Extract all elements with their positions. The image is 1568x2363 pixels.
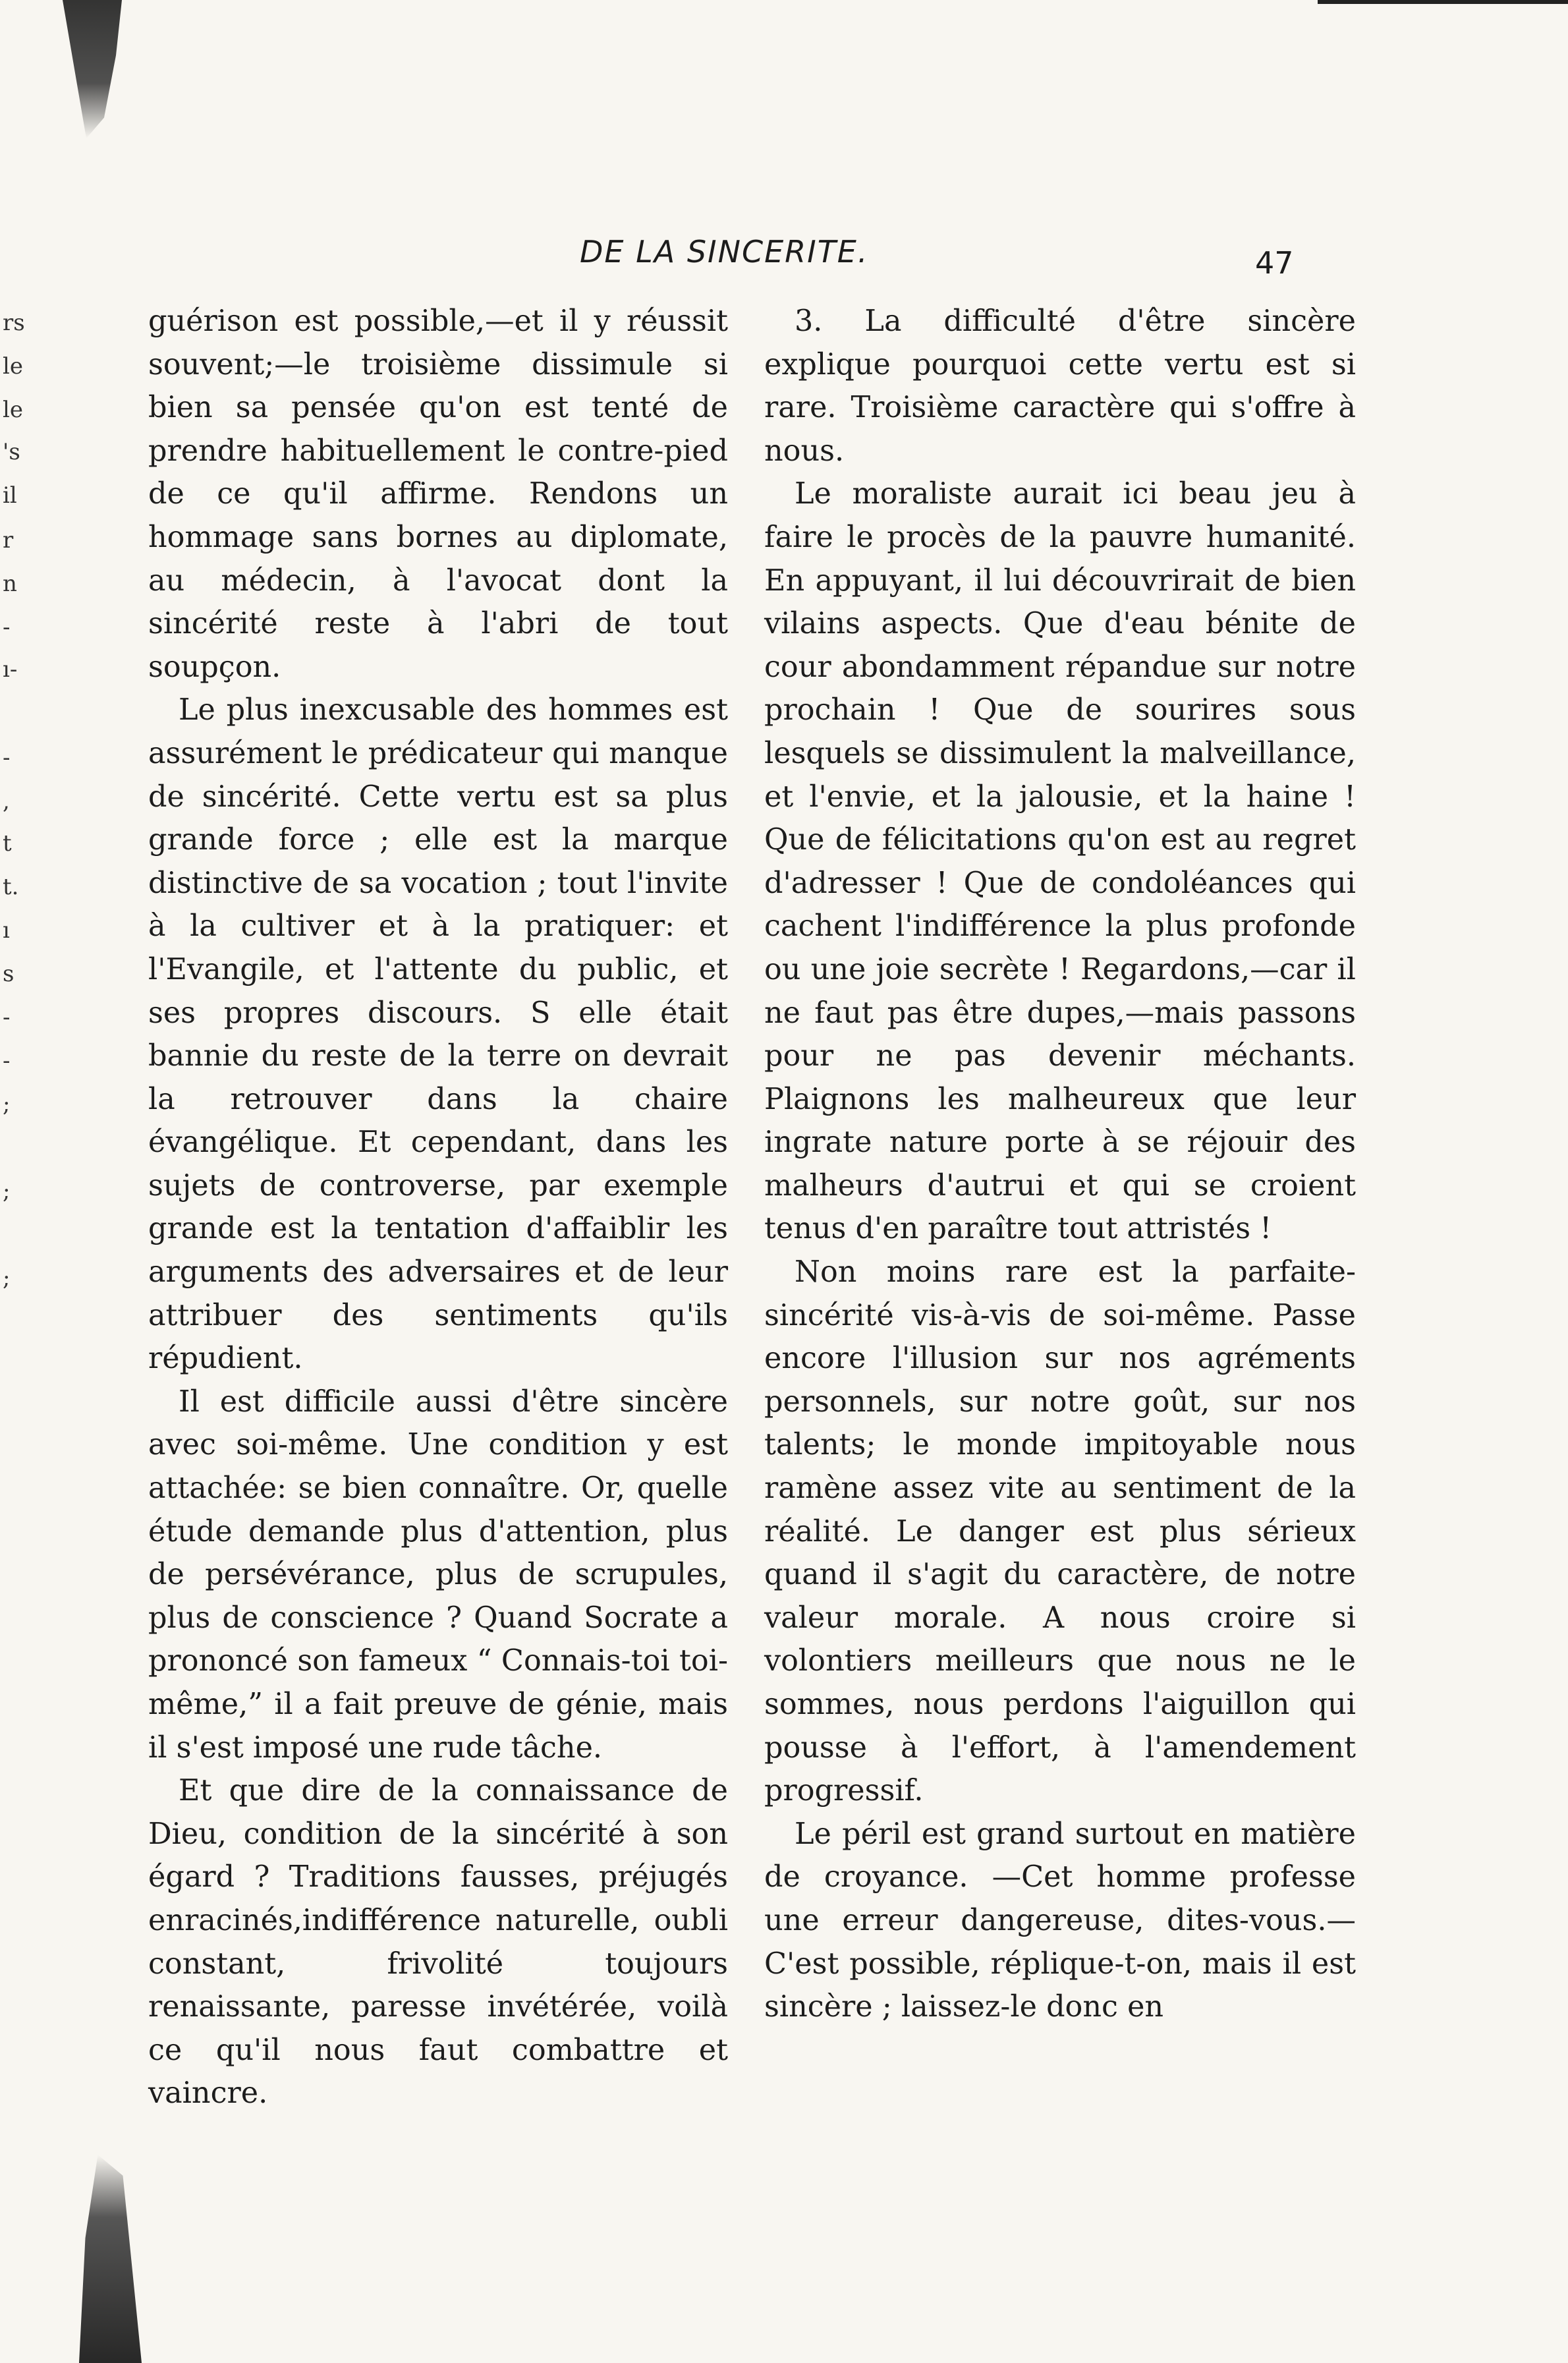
scan-artifact-bottom — [79, 2155, 142, 2363]
right-column — [764, 300, 1356, 2029]
margin-fragment: s — [3, 961, 14, 987]
margin-fragment: - — [3, 745, 11, 771]
margin-fragment: ; — [3, 1091, 11, 1118]
margin-fragment: ı- — [3, 656, 18, 683]
running-title: DE LA SINCERITE. — [580, 234, 869, 270]
paragraph: Le moraliste aurait ici beau jeu à faire le procès de la pauvre humanité. En appuyant, il lui découvrirait de bien vilains aspects. Que d'eau bénite de cour abondamment répandue sur notre prochain ! Que de sourires sous lesquels se dissimulent la malveillance, et l'envie, et la jalousie, et la haine ! Que de félicitations qu'on est au regret d'adresser ! Que de condoléances qui cachent l'indifférence la plus profonde ou une joie secrète ! Regardons,—car il ne faut pas être dupes,—mais passons pour ne pas devenir méchants. Plaignons les malheureux que leur ingrate nature porte à se réjouir des malheurs d'autrui et qui se croient tenus d'en paraître tout attristés ! — [764, 477, 1356, 1246]
margin-fragment: r — [3, 527, 14, 554]
paragraph: Il est difficile aussi d'être sincère avec soi-même. Une condition y est attachée: se bien connaître. Or, quelle étude demande plus d'attention, plus de persévérance, plus de scrupules, plus de conscience ? Quand Socrate a prononcé son fameux “ Connais-toi toi-même,” il a fait preuve de génie, mais il s'est imposé une rude tâche. — [148, 1384, 728, 1765]
margin-fragment: n — [3, 571, 17, 597]
paragraph: 3. La difficulté d'être sincère explique pourquoi cette vertu est si rare. Troisième caractère qui s'offre à nous. — [764, 304, 1356, 468]
margin-fragment: , — [3, 788, 10, 814]
margin-fragment: - — [3, 1004, 11, 1031]
paragraph: Le plus inexcusable des hommes est assurément le prédicateur qui manque de sincérité. Cette vertu est sa plus grande force ; elle est la marque distinctive de sa vocation ; tout l'invite à la cultiver et à la pratiquer: et l'Evangile, et l'attente du public, et ses propres discours. S elle était bannie du reste de la terre on devrait la retrouver dans la chaire évangélique. Et cependant, dans les sujets de controverse, par exemple grande est la tentation d'affaiblir les arguments des adversaires et de leur attribuer des sentiments qu'ils répudient. — [148, 693, 728, 1376]
margin-fragment: 's — [3, 439, 20, 465]
margin-fragment: - — [3, 614, 11, 641]
margin-fragment: ; — [3, 1178, 11, 1205]
scan-edge-rule — [1318, 0, 1568, 4]
page-number: 47 — [1255, 245, 1294, 281]
paragraph: guérison est possible,—et il y réussit souvent;—le troisième dissimule si bien sa pensée qu'on est tenté de prendre habituellement le contre-pied de ce qu'il affirme. Rendons un hommage sans bornes au diplomate, au médecin, à l'avocat dont la sincérité reste à l'abri de tout soupçon. — [148, 304, 728, 684]
scan-artifact-top — [63, 0, 122, 138]
paragraph: Et que dire de la connaissance de Dieu, condition de la sincérité à son égard ? Traditions fausses, préjugés enracinés,indifférence naturelle, oubli constant, frivolité toujours renaissante, paresse invétérée, voilà ce qu'il nous faut combattre et vaincre. — [148, 1774, 728, 2111]
paragraph: Non moins rare est la parfaite-sincérité vis-à-vis de soi-même. Passe encore l'illusion sur nos agréments personnels, sur notre goût, sur nos talents; le monde impitoyable nous ramène assez vite au sentiment de la réalité. Le danger est plus sérieux quand il s'agit du caractère, de notre valeur morale. A nous croire si volontiers meilleurs que nous ne le sommes, nous perdons l'aiguillon qui pousse à l'effort, à l'amendement progressif. — [764, 1255, 1356, 1808]
previous-page-margin — [0, 310, 26, 1364]
margin-fragment: ı — [3, 917, 10, 944]
margin-fragment: le — [3, 353, 23, 380]
left-column — [148, 300, 728, 2115]
margin-fragment: t. — [3, 874, 19, 900]
margin-fragment: rs — [3, 310, 25, 336]
margin-fragment: il — [3, 482, 17, 509]
margin-fragment: - — [3, 1048, 11, 1074]
paragraph: Le péril est grand surtout en matière de croyance. —Cet homme professe une erreur dangereuse, dites-vous.—C'est possible, réplique-t-on, mais il est sincère ; laissez-le donc en — [764, 1817, 1356, 2024]
margin-fragment: t — [3, 830, 12, 857]
margin-fragment: ; — [3, 1265, 11, 1292]
margin-fragment: le — [3, 397, 23, 423]
